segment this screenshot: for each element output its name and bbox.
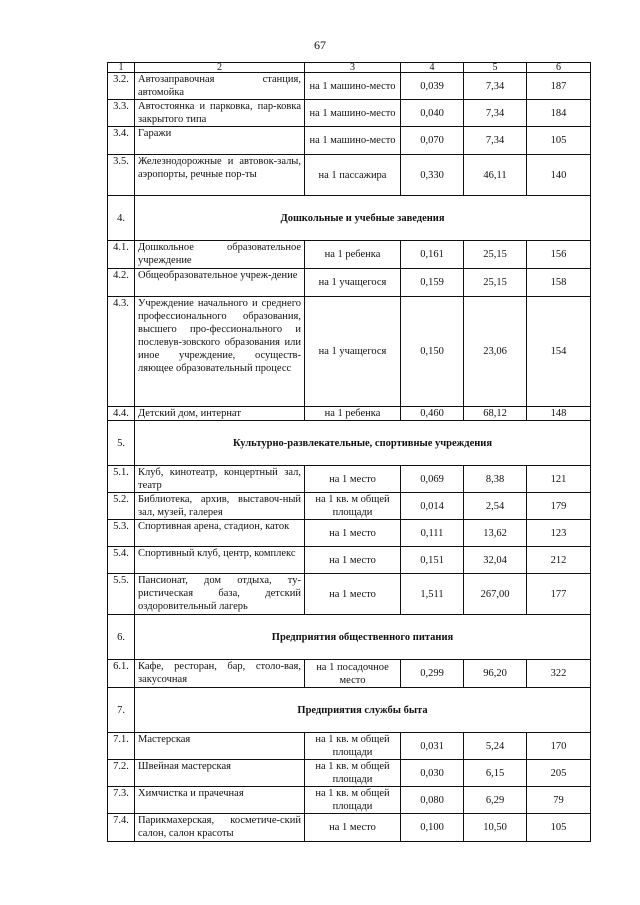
section-number: 6. <box>108 615 135 660</box>
value-col6: 170 <box>527 733 591 760</box>
column-header: 4 <box>401 63 464 73</box>
unit-cell: на 1 ребенка <box>305 241 401 269</box>
value-col5: 25,15 <box>464 269 527 297</box>
value-col4: 0,039 <box>401 73 464 100</box>
value-col5: 25,15 <box>464 241 527 269</box>
unit-cell: на 1 посадочное место <box>305 660 401 688</box>
object-name: Мастерская <box>135 733 305 760</box>
row-number: 4.3. <box>108 297 135 407</box>
value-col4: 0,014 <box>401 493 464 520</box>
value-col4: 0,151 <box>401 547 464 574</box>
row-number: 5.4. <box>108 547 135 574</box>
table-row <box>108 814 591 842</box>
column-header: 1 <box>108 63 135 73</box>
column-header: 3 <box>305 63 401 73</box>
unit-cell: на 1 место <box>305 574 401 615</box>
value-col4: 0,030 <box>401 760 464 787</box>
row-number: 6.1. <box>108 660 135 688</box>
row-number: 3.3. <box>108 100 135 127</box>
value-col6: 205 <box>527 760 591 787</box>
section-row <box>108 615 591 660</box>
object-name: Автостоянка и парковка, пар-ковка закрытого типа <box>135 100 305 127</box>
unit-cell: на 1 кв. м общей площади <box>305 733 401 760</box>
table-row <box>108 733 591 760</box>
value-col5: 7,34 <box>464 73 527 100</box>
section-row <box>108 421 591 466</box>
value-col6: 212 <box>527 547 591 574</box>
unit-cell: на 1 кв. м общей площади <box>305 760 401 787</box>
value-col6: 79 <box>527 787 591 814</box>
section-title: Культурно-развлекательные, спортивные учреждения <box>135 421 591 466</box>
value-col5: 96,20 <box>464 660 527 688</box>
object-name: Пансионат, дом отдыха, ту-ристическая база, детский оздоровительный лагерь <box>135 574 305 615</box>
section-title: Дошкольные и учебные заведения <box>135 196 591 241</box>
row-number: 7.2. <box>108 760 135 787</box>
unit-cell: на 1 учащегося <box>305 297 401 407</box>
row-number: 3.4. <box>108 127 135 155</box>
value-col6: 154 <box>527 297 591 407</box>
value-col4: 0,031 <box>401 733 464 760</box>
table-row <box>108 520 591 547</box>
row-number: 5.1. <box>108 466 135 493</box>
value-col5: 13,62 <box>464 520 527 547</box>
section-number: 7. <box>108 688 135 733</box>
unit-cell: на 1 пассажира <box>305 155 401 196</box>
value-col6: 184 <box>527 100 591 127</box>
value-col5: 6,15 <box>464 760 527 787</box>
object-name: Учреждение начального и среднего профессионального образования, высшего про-фессионального и послевув-зовского образования или иное учреждение, осуществ-ляющее образовательный процесс <box>135 297 305 407</box>
value-col4: 0,150 <box>401 297 464 407</box>
unit-cell: на 1 кв. м общей площади <box>305 787 401 814</box>
unit-cell: на 1 учащегося <box>305 269 401 297</box>
value-col5: 23,06 <box>464 297 527 407</box>
unit-cell: на 1 машино-место <box>305 73 401 100</box>
value-col4: 0,069 <box>401 466 464 493</box>
section-title: Предприятия общественного питания <box>135 615 591 660</box>
table-row <box>108 660 591 688</box>
header-row <box>108 63 591 73</box>
table-row <box>108 407 591 421</box>
unit-cell: на 1 кв. м общей площади <box>305 493 401 520</box>
object-name: Автозаправочная станция, автомойка <box>135 73 305 100</box>
unit-cell: на 1 место <box>305 547 401 574</box>
value-col4: 0,100 <box>401 814 464 842</box>
table-row <box>108 760 591 787</box>
section-number: 4. <box>108 196 135 241</box>
value-col6: 322 <box>527 660 591 688</box>
value-col6: 158 <box>527 269 591 297</box>
object-name: Швейная мастерская <box>135 760 305 787</box>
value-col6: 179 <box>527 493 591 520</box>
value-col5: 7,34 <box>464 100 527 127</box>
object-name: Кафе, ресторан, бар, столо-вая, закусочная <box>135 660 305 688</box>
object-name: Общеобразовательное учреж-дение <box>135 269 305 297</box>
object-name: Железнодорожные и автовок-залы, аэропорты, речные пор-ты <box>135 155 305 196</box>
object-name: Спортивная арена, стадион, каток <box>135 520 305 547</box>
row-number: 7.1. <box>108 733 135 760</box>
object-name: Детский дом, интернат <box>135 407 305 421</box>
table-row <box>108 73 591 100</box>
table-row <box>108 127 591 155</box>
row-number: 7.3. <box>108 787 135 814</box>
section-row <box>108 688 591 733</box>
value-col6: 105 <box>527 814 591 842</box>
value-col6: 105 <box>527 127 591 155</box>
row-number: 4.4. <box>108 407 135 421</box>
value-col6: 123 <box>527 520 591 547</box>
unit-cell: на 1 место <box>305 520 401 547</box>
value-col5: 5,24 <box>464 733 527 760</box>
table-row <box>108 493 591 520</box>
unit-cell: на 1 место <box>305 814 401 842</box>
value-col4: 0,070 <box>401 127 464 155</box>
value-col5: 10,50 <box>464 814 527 842</box>
value-col5: 7,34 <box>464 127 527 155</box>
unit-cell: на 1 машино-место <box>305 127 401 155</box>
row-number: 4.1. <box>108 241 135 269</box>
data-table <box>107 62 591 842</box>
value-col4: 0,111 <box>401 520 464 547</box>
row-number: 3.2. <box>108 73 135 100</box>
column-header: 5 <box>464 63 527 73</box>
value-col5: 32,04 <box>464 547 527 574</box>
unit-cell: на 1 ребенка <box>305 407 401 421</box>
value-col6: 121 <box>527 466 591 493</box>
row-number: 4.2. <box>108 269 135 297</box>
table-row <box>108 269 591 297</box>
value-col5: 267,00 <box>464 574 527 615</box>
table-row <box>108 100 591 127</box>
row-number: 5.3. <box>108 520 135 547</box>
page-number: 67 <box>314 38 326 52</box>
value-col4: 0,040 <box>401 100 464 127</box>
unit-cell: на 1 место <box>305 466 401 493</box>
value-col4: 1,511 <box>401 574 464 615</box>
section-row <box>108 196 591 241</box>
table-body <box>108 63 591 842</box>
value-col4: 0,299 <box>401 660 464 688</box>
value-col4: 0,159 <box>401 269 464 297</box>
column-header: 2 <box>135 63 305 73</box>
row-number: 3.5. <box>108 155 135 196</box>
value-col6: 140 <box>527 155 591 196</box>
object-name: Клуб, кинотеатр, концертный зал, театр <box>135 466 305 493</box>
object-name: Спортивный клуб, центр, комплекс <box>135 547 305 574</box>
section-title: Предприятия службы быта <box>135 688 591 733</box>
object-name: Дошкольное образовательное учреждение <box>135 241 305 269</box>
table-row <box>108 155 591 196</box>
row-number: 5.2. <box>108 493 135 520</box>
row-number: 5.5. <box>108 574 135 615</box>
object-name: Библиотека, архив, выставоч-ный зал, музей, галерея <box>135 493 305 520</box>
value-col5: 6,29 <box>464 787 527 814</box>
value-col6: 156 <box>527 241 591 269</box>
value-col4: 0,080 <box>401 787 464 814</box>
table-row <box>108 297 591 407</box>
table-row <box>108 466 591 493</box>
table-row <box>108 241 591 269</box>
column-header: 6 <box>527 63 591 73</box>
object-name: Химчистка и прачечная <box>135 787 305 814</box>
object-name: Гаражи <box>135 127 305 155</box>
value-col4: 0,330 <box>401 155 464 196</box>
value-col4: 0,161 <box>401 241 464 269</box>
section-number: 5. <box>108 421 135 466</box>
value-col6: 177 <box>527 574 591 615</box>
value-col5: 46,11 <box>464 155 527 196</box>
table-row <box>108 547 591 574</box>
value-col5: 8,38 <box>464 466 527 493</box>
value-col4: 0,460 <box>401 407 464 421</box>
value-col5: 2,54 <box>464 493 527 520</box>
value-col5: 68,12 <box>464 407 527 421</box>
object-name: Парикмахерская, косметиче-ский салон, салон красоты <box>135 814 305 842</box>
unit-cell: на 1 машино-место <box>305 100 401 127</box>
row-number: 7.4. <box>108 814 135 842</box>
value-col6: 148 <box>527 407 591 421</box>
value-col6: 187 <box>527 73 591 100</box>
table-row <box>108 787 591 814</box>
table-row <box>108 574 591 615</box>
